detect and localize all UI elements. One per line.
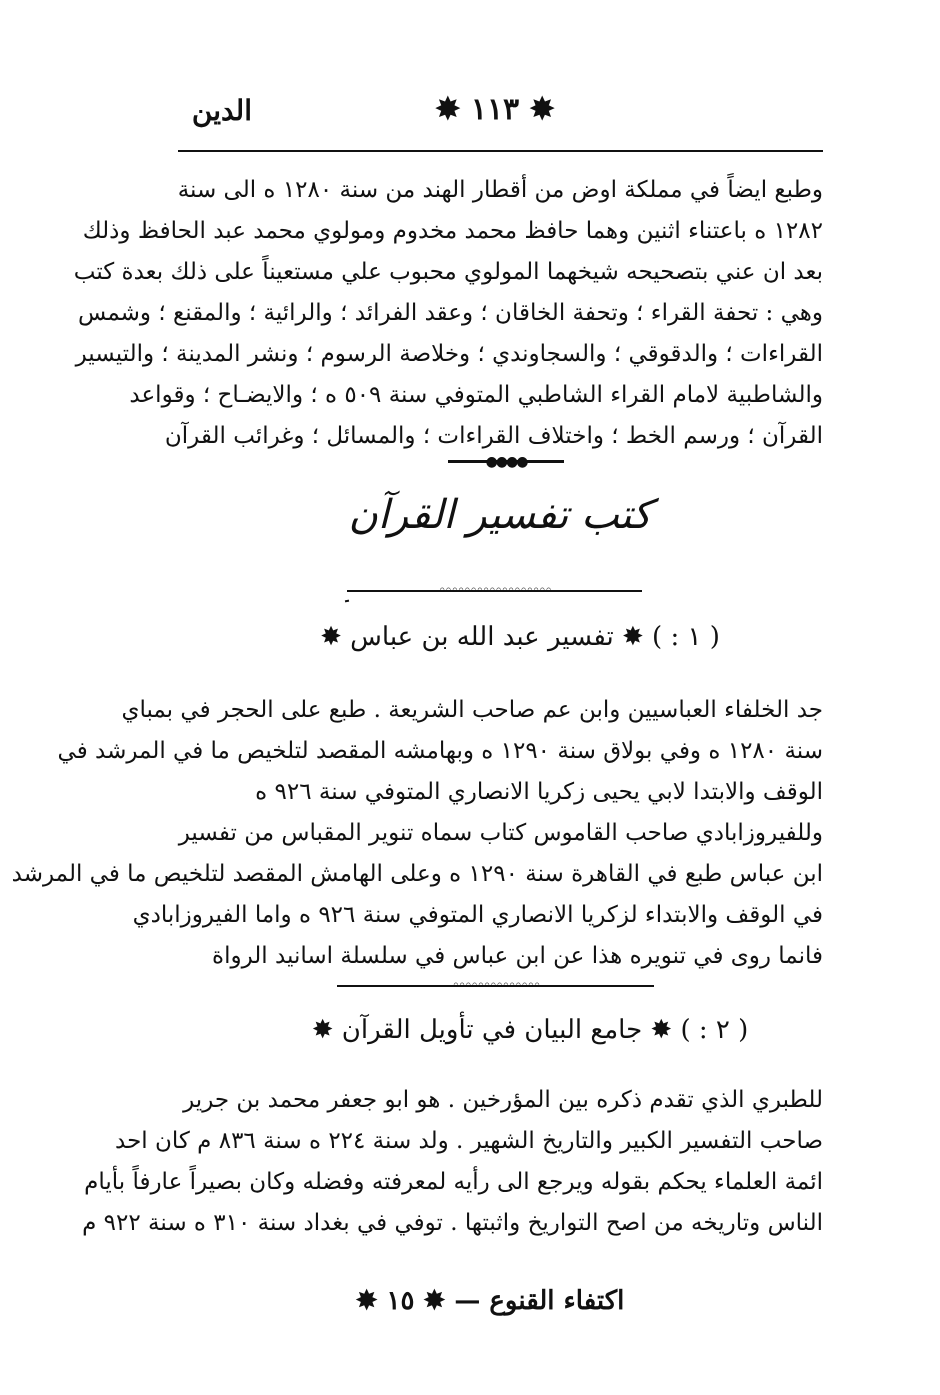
running-title: الدين <box>191 94 252 127</box>
text-line: جد الخلفاء العباسيين وابن عم صاحب الشريعة . طبع على الحجر في بمباي <box>121 697 823 723</box>
text-line: ابن عباس طبع في القاهرة سنة ١٢٩٠ ه وعلى الهامش المقصد لتلخيص ما في المرشد <box>11 861 823 887</box>
text-line: الوقف والابتدا لابي يحيى زكريا الانصاري المتوفي سنة ٩٢٦ ه <box>255 779 823 805</box>
chain-ornament: ◦◦◦◦◦◦◦◦◦◦◦◦◦◦◦◦◦◦ <box>438 583 551 599</box>
intro-paragraph <box>73 170 823 457</box>
text-line: بعد ان عني بتصحيحه شيخهما المولوي محبوب علي مستعيناً على ذلك بعدة كتب <box>73 259 823 285</box>
text-line: القراءات ؛ والدقوقي ؛ والسجاوندي ؛ وخلاصة الرسوم ؛ ونشر المدينة ؛ والتيسير <box>75 341 823 367</box>
page-footer: اكتفاء القنوع — ✸ ١٥ ✸ <box>355 1286 625 1316</box>
entry-heading: ( ١ : ) ✸ تفسير عبد الله بن عباس ✸ <box>320 622 720 652</box>
text-line: وطبع ايضاً في مملكة اوض من أقطار الهند من سنة ١٢٨٠ ه الى سنة <box>177 177 823 203</box>
ornamental-divider <box>347 583 642 599</box>
text-line: الناس وتاريخه من اصح التواريخ واثبتها . توفي في بغداد سنة ٣١٠ ه سنة ٩٢٢ م <box>82 1210 823 1236</box>
section-heading: كتب تفسير القرآن <box>348 492 652 538</box>
pen-mark <box>345 600 349 603</box>
ornamental-divider <box>337 978 654 994</box>
entry-heading: ( ٢ : ) ✸ جامع البيان في تأويل القرآن ✸ <box>311 1015 749 1045</box>
text-line: سنة ١٢٨٠ ه وفي بولاق سنة ١٢٩٠ ه وبهامشه المقصد لتلخيص ما في المرشد في <box>57 738 823 764</box>
text-line: والشاطبية لامام القراء الشاطبي المتوفي سنة ٥٠٩ ه ؛ والايضـاح ؛ وقواعد <box>129 382 823 408</box>
entry-paragraph <box>82 1080 823 1244</box>
text-line: صاحب التفسير الكبير والتاريخ الشهير . ولد سنة ٢٢٤ ه سنة ٨٣٦ م كان احد <box>115 1128 823 1154</box>
text-line: ١٢٨٢ ه باعتناء اثنين وهما حافظ محمد مخدوم ومولوي محمد عبد الحافظ وذلك <box>82 218 823 244</box>
chain-ornament: ◦◦◦◦◦◦◦◦◦◦◦◦◦◦ <box>451 978 540 994</box>
text-line: في الوقف والابتداء لزكريا الانصاري المتوفي سنة ٩٢٦ ه واما الفيروزابادي <box>132 902 823 928</box>
page-number: ✸ ١١٣ ✸ <box>435 92 555 127</box>
text-line: للطبري الذي تقدم ذكره بين المؤرخين . هو ابو جعفر محمد بن جرير <box>183 1087 823 1113</box>
header-rule <box>178 150 823 152</box>
text-line: فانما روى في تنويره هذا عن ابن عباس في سلسلة اسانيد الرواة <box>212 943 823 969</box>
ornamental-divider <box>448 454 564 470</box>
entry-paragraph <box>57 690 823 813</box>
chain-ornament: ●●●● <box>485 454 527 470</box>
text-line: القرآن ؛ ورسم الخط ؛ واختلاف القراءات ؛ والمسائل ؛ وغرائب القرآن <box>164 423 823 449</box>
text-line: وهي : تحفة القراء ؛ وتحفة الخاقان ؛ وعقد الفرائد ؛ والرائية ؛ والمقنع ؛ وشمس <box>78 300 823 326</box>
text-line: وللفيروزابادي صاحب القاموس كتاب سماه تنوير المقباس من تفسير <box>178 820 823 846</box>
entry-paragraph <box>11 813 823 977</box>
text-line: ائمة العلماء يحكم بقوله ويرجع الى رأيه لمعرفته وفضله وكان بصيراً عارفاً بأيام <box>84 1169 823 1195</box>
